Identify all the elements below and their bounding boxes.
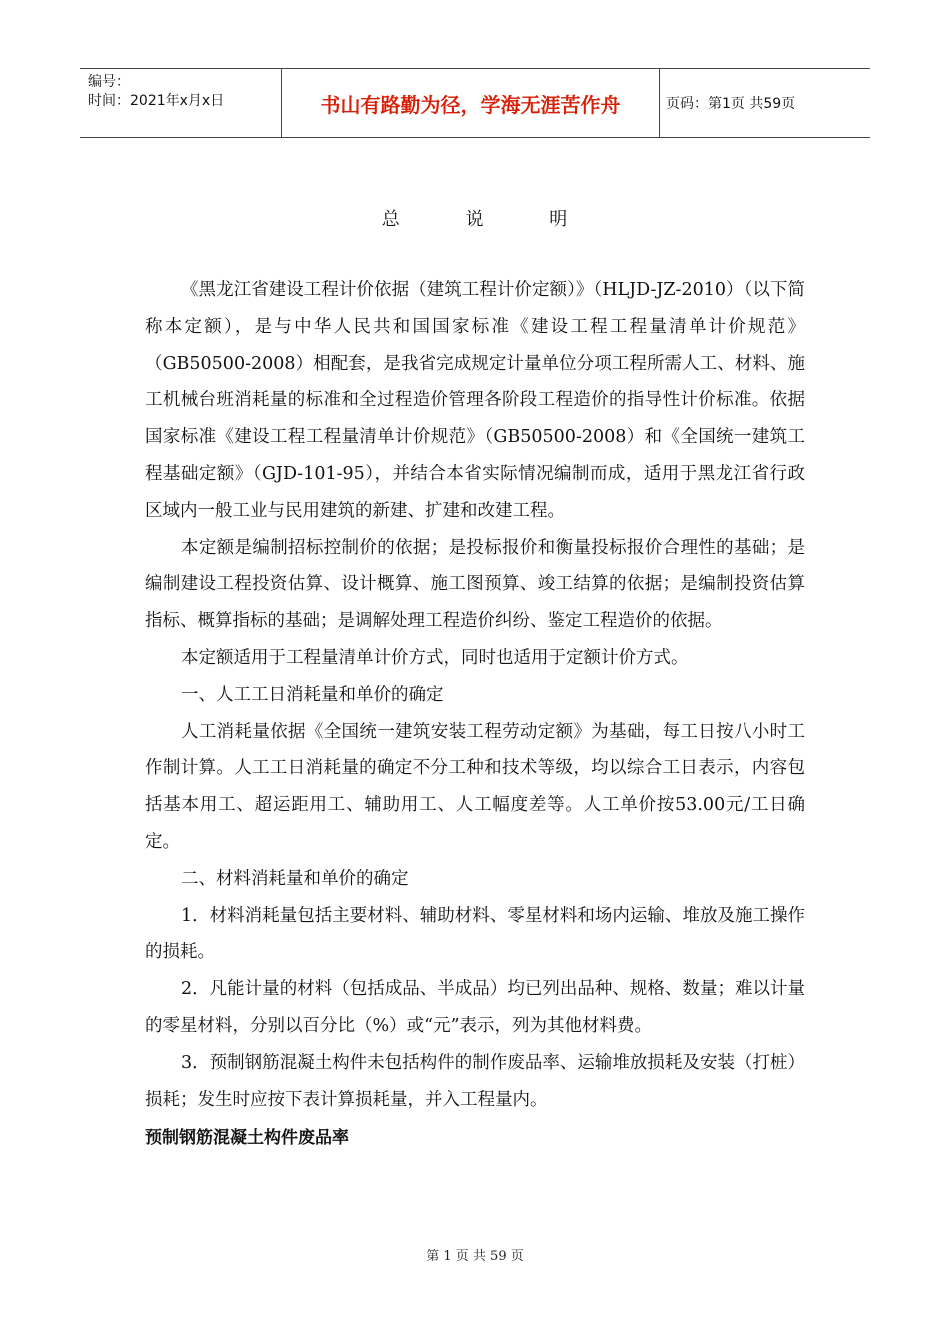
header-meta xyxy=(80,69,282,137)
document-title xyxy=(0,205,950,231)
title-char: 明 xyxy=(549,209,569,230)
page-footer: 第 1 页 共 59 页 xyxy=(426,1249,524,1264)
title-char: 总 xyxy=(381,209,401,230)
paragraph-scope: 本定额适用于工程量清单计价方式，同时也适用于定额计价方式。 xyxy=(181,647,689,668)
header-motto: 书山有路勤为径，学海无涯苦作舟 xyxy=(282,69,660,137)
document-body xyxy=(145,272,805,1157)
section-heading-labor: 一、人工工日消耗量和单价的确定 xyxy=(181,684,444,705)
list-item-materials-1: 1．材料消耗量包括主要材料、辅助材料、零星材料和场内运输、堆放及施工操作的损耗。 xyxy=(145,905,805,963)
paragraph-basis: 本定额是编制招标控制价的依据；是投标报价和衡量投标报价合理性的基础；是编制建设工程投资估算、设计概算、施工图预算、竣工结算的依据；是编制投资估算指标、概算指标的基础；是调解处理工程造价纠纷、鉴定工程造价的依据。 xyxy=(145,537,805,632)
paragraph-intro: 《黑龙江省建设工程计价依据（建筑工程计价定额）》（HLJD-JZ-2010）（以下简称本定额），是与中华人民共和国国家标准《建设工程工程量清单计价规范》（GB50500-2008）相配套，是我省完成规定计量单位分项工程所需人工、材料、施工机械台班消耗量的标准和全过程造价管理各阶段工程造价的指导性计价标准。依据国家标准《建设工程工程量清单计价规范》（GB50500-2008）和《全国统一建筑工程基础定额》（GJD-101-95），并结合本省实际情况编制而成，适用于黑龙江省行政区域内一般工业与民用建筑的新建、扩建和改建工程。 xyxy=(145,280,805,521)
document-number-label: 编号： xyxy=(88,74,130,90)
header-page-code: 页码：第1页 共59页 xyxy=(666,96,796,112)
list-item-materials-3: 3．预制钢筋混凝土构件未包括构件的制作废品率、运输堆放损耗及安装（打桩）损耗；发生时应按下表计算损耗量，并入工程量内。 xyxy=(145,1052,805,1110)
title-char: 说 xyxy=(465,209,485,230)
paragraph-labor: 人工消耗量依据《全国统一建筑安装工程劳动定额》为基础，每工日按八小时工作制计算。人工工日消耗量的确定不分工种和技术等级，均以综合工日表示，内容包括基本用工、超运距用工、辅助用工、人工幅度差等。人工单价按53.00元/工日确定。 xyxy=(145,721,805,852)
table-title: 预制钢筋混凝土构件废品率 xyxy=(145,1128,349,1149)
section-heading-materials: 二、材料消耗量和单价的确定 xyxy=(181,868,409,889)
document-time-label: 时间：2021年x月x日 xyxy=(88,93,225,109)
page-header xyxy=(80,68,870,138)
list-item-materials-2: 2．凡能计量的材料（包括成品、半成品）均已列出品种、规格、数量；难以计量的零星材料，分别以百分比（%）或“元”表示，列为其他材料费。 xyxy=(145,979,805,1036)
